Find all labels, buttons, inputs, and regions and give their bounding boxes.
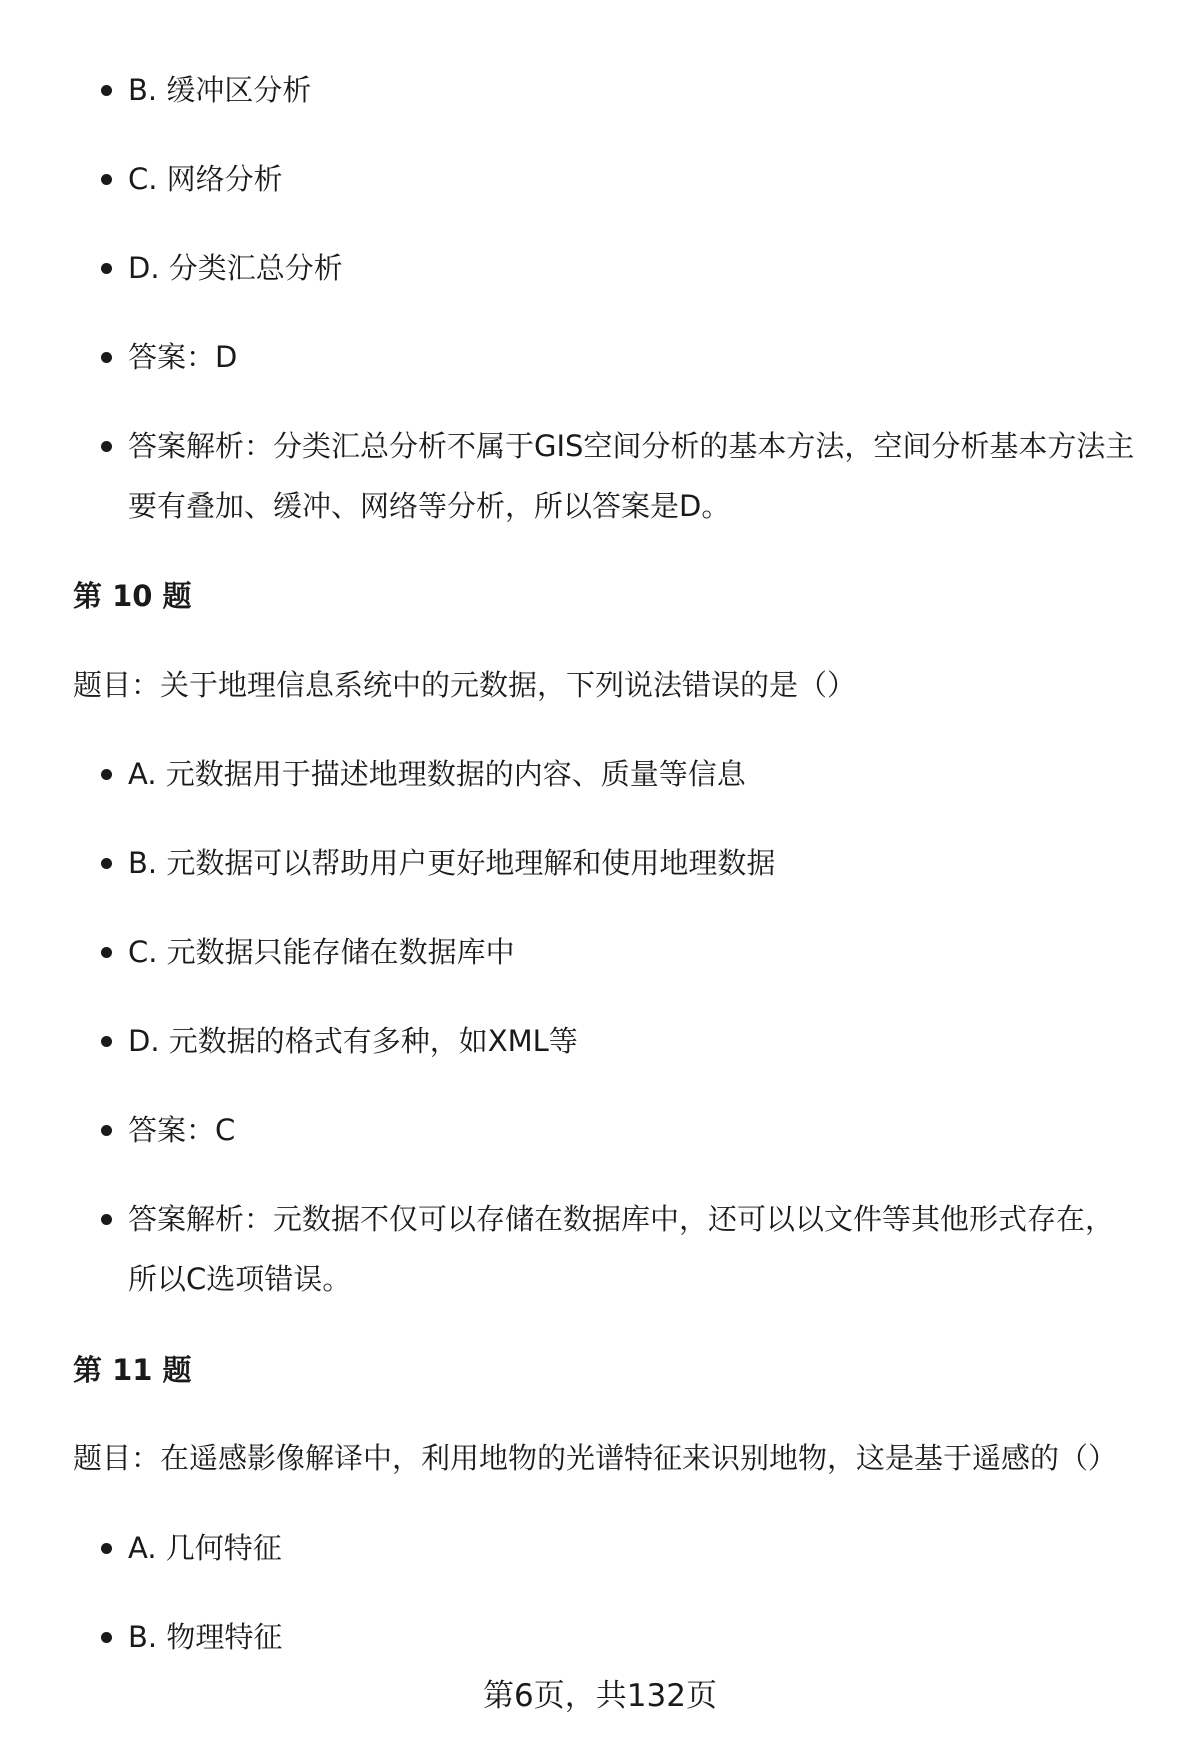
q10-option-a: A. 元数据用于描述地理数据的内容、质量等信息 — [128, 744, 1138, 804]
q10-option-b: B. 元数据可以帮助用户更好地理解和使用地理数据 — [128, 833, 1138, 893]
q9-option-d: D. 分类汇总分析 — [128, 238, 1138, 298]
q9-option-c: C. 网络分析 — [128, 149, 1138, 209]
q11-option-a: A. 几何特征 — [128, 1518, 1138, 1578]
q10-stem: 题目：关于地理信息系统中的元数据，下列说法错误的是（） — [73, 668, 857, 702]
q10-option-d: D. 元数据的格式有多种，如XML等 — [128, 1011, 1138, 1071]
q9-answer: 答案：D — [128, 327, 1138, 387]
q10-option-c: C. 元数据只能存储在数据库中 — [128, 922, 1138, 982]
q11-heading: 第 11 题 — [73, 1353, 192, 1387]
q9-explanation: 答案解析：分类汇总分析不属于GIS空间分析的基本方法，空间分析基本方法主要有叠加、缓冲、网络等分析，所以答案是D。 — [128, 416, 1138, 536]
q11-stem: 题目：在遥感影像解译中，利用地物的光谱特征来识别地物，这是基于遥感的（） — [73, 1441, 1118, 1475]
q11-option-b: B. 物理特征 — [128, 1607, 1138, 1667]
q9-option-b: B. 缓冲区分析 — [128, 60, 1138, 120]
q10-explanation: 答案解析：元数据不仅可以存储在数据库中，还可以以文件等其他形式存在，所以C选项错误。 — [128, 1189, 1138, 1309]
q10-answer: 答案：C — [128, 1100, 1138, 1160]
page-number-footer: 第6页，共132页 — [483, 1678, 717, 1714]
q10-heading: 第 10 题 — [73, 579, 192, 613]
